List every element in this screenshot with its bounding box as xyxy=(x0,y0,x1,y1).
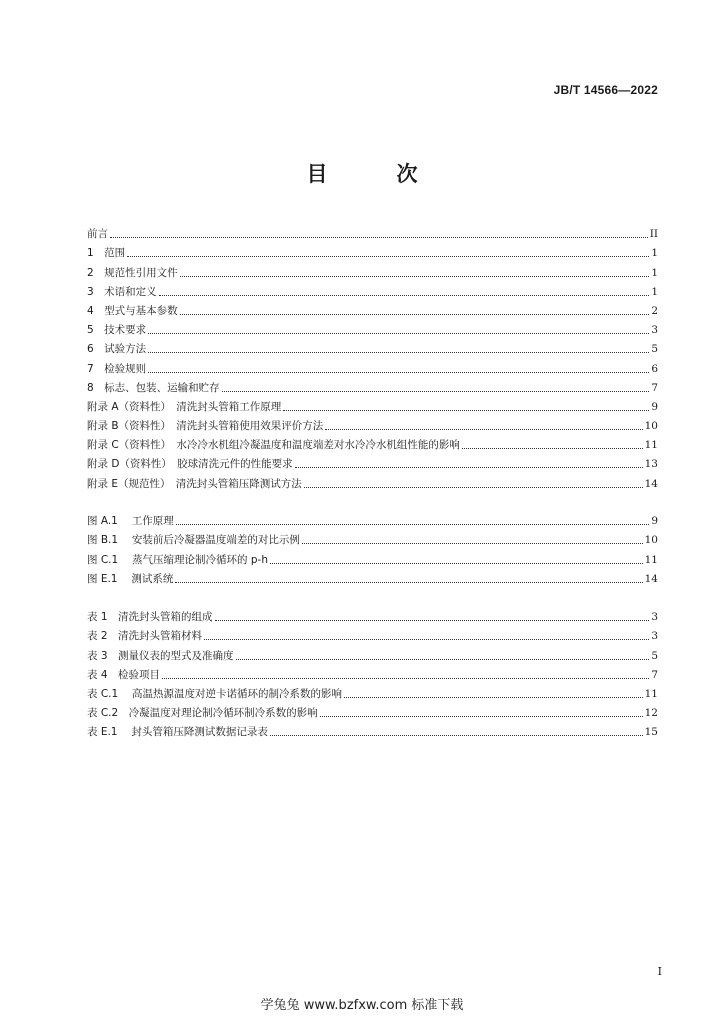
toc-entry-label: 7 检验规则 xyxy=(87,362,147,375)
toc-entry-label: 6 试验方法 xyxy=(87,343,147,356)
toc-leader-dots xyxy=(302,542,643,544)
toc-entry-label: 前言 xyxy=(87,228,108,241)
toc-leader-dots xyxy=(270,562,643,564)
toc-entry-label: 5 技术要求 xyxy=(87,324,147,337)
toc-entry-label: 表 C.1 高温热源温度对逆卡诺循环的制冷系数的影响 xyxy=(87,687,343,700)
toc-entry-page: 12 xyxy=(644,707,658,720)
toc-entry-page: 10 xyxy=(644,420,658,433)
toc-entry-page: 6 xyxy=(651,362,658,375)
toc-entry-label: 表 1 清洗封头管箱的组成 xyxy=(87,611,213,624)
toc-entry[interactable] xyxy=(87,528,658,547)
toc-entry-label: 附录 D（资料性） 胶球清洗元件的性能要求 xyxy=(87,458,293,471)
toc-leader-dots xyxy=(344,696,643,698)
toc-leader-dots xyxy=(176,523,650,525)
toc-entry-page: 1 xyxy=(651,266,658,279)
toc-entry[interactable] xyxy=(87,356,658,375)
toc-entry[interactable] xyxy=(87,452,658,471)
page-number: I xyxy=(657,965,662,978)
toc-entry-page: 11 xyxy=(644,439,658,452)
toc-entry[interactable] xyxy=(87,567,658,586)
toc-entry-label: 图 E.1 测试系统 xyxy=(87,572,174,585)
toc-entry-page: 11 xyxy=(644,553,658,566)
toc-entry-page: 14 xyxy=(644,477,658,490)
toc-entry-label: 图 B.1 安装前后冷凝器温度端差的对比示例 xyxy=(87,534,300,547)
toc-entry[interactable] xyxy=(87,605,658,624)
toc-entry-label: 表 E.1 封头管箱压降测试数据记录表 xyxy=(87,726,268,739)
toc-entry-page: 3 xyxy=(651,324,658,337)
toc-entry-page: 7 xyxy=(651,668,658,681)
toc-entry[interactable] xyxy=(87,376,658,395)
footer-watermark[interactable]: 学兔兔 www.bzfxw.com 标准下载 xyxy=(260,998,464,1013)
toc-entry-page: 7 xyxy=(651,381,658,394)
toc-entry[interactable] xyxy=(87,682,658,701)
toc-entry-page: 15 xyxy=(644,726,658,739)
toc-leader-dots xyxy=(270,734,643,736)
toc-entry-page: 3 xyxy=(651,630,658,643)
toc-entry[interactable] xyxy=(87,624,658,643)
toc-entry[interactable] xyxy=(87,222,658,241)
toc-entry[interactable] xyxy=(87,663,658,682)
toc-entry[interactable] xyxy=(87,318,658,337)
toc-leader-dots xyxy=(283,409,649,411)
toc-entry[interactable] xyxy=(87,720,658,739)
toc-leader-dots xyxy=(180,313,650,315)
toc-entry[interactable] xyxy=(87,395,658,414)
toc-main-section xyxy=(87,222,658,491)
toc-entry-page: 9 xyxy=(651,515,658,528)
toc-entry[interactable] xyxy=(87,414,658,433)
toc-leader-dots xyxy=(148,332,649,334)
toc-entry-page: 1 xyxy=(651,285,658,298)
toc-entry[interactable] xyxy=(87,337,658,356)
toc-leader-dots xyxy=(236,658,650,660)
toc-entry-label: 2 规范性引用文件 xyxy=(87,266,178,279)
toc-entry-page: 3 xyxy=(651,611,658,624)
toc-entry[interactable] xyxy=(87,241,658,260)
toc-entry[interactable] xyxy=(87,643,658,662)
toc-entry-page: 14 xyxy=(644,572,658,585)
toc-leader-dots xyxy=(148,351,649,353)
toc-entry-page: 10 xyxy=(644,534,658,547)
toc-entry[interactable] xyxy=(87,471,658,490)
toc-entry-page: 2 xyxy=(651,304,658,317)
toc-entry-page: 11 xyxy=(644,687,658,700)
toc-entry-label: 1 范围 xyxy=(87,247,126,260)
toc-leader-dots xyxy=(304,486,643,488)
toc-leader-dots xyxy=(222,390,650,392)
page-title: 目 次 xyxy=(306,162,442,186)
toc-leader-dots xyxy=(162,677,649,679)
toc-leader-dots xyxy=(320,715,643,717)
toc-entry-label: 附录 A（资料性） 清洗封头管箱工作原理 xyxy=(87,400,282,413)
toc-entry-page: 5 xyxy=(651,649,658,662)
standard-code: JB/T 14566—2022 xyxy=(553,83,658,97)
toc-entry[interactable] xyxy=(87,701,658,720)
toc-entry-page: 5 xyxy=(651,343,658,356)
toc-entry[interactable] xyxy=(87,260,658,279)
toc-entry-label: 表 2 清洗封头管箱材料 xyxy=(87,630,203,643)
toc-entry[interactable] xyxy=(87,509,658,528)
toc-entry[interactable] xyxy=(87,433,658,452)
toc-entry-label: 图 C.1 蒸气压缩理论制冷循环的 p-h xyxy=(87,553,268,566)
toc-entry-label: 3 术语和定义 xyxy=(87,285,157,298)
toc-leader-dots xyxy=(295,466,643,468)
toc-leader-dots xyxy=(110,236,648,238)
toc-leader-dots xyxy=(148,371,649,373)
toc-leader-dots xyxy=(462,447,643,449)
toc-leader-dots xyxy=(204,638,649,640)
toc-leader-dots xyxy=(175,581,642,583)
toc-entry-page: 9 xyxy=(651,400,658,413)
toc-entry-label: 表 C.2 冷凝温度对理论制冷循环制冷系数的影响 xyxy=(87,707,318,720)
toc-entry-label: 表 3 测量仪表的型式及准确度 xyxy=(87,649,234,662)
toc-leader-dots xyxy=(180,275,650,277)
toc-leader-dots xyxy=(215,619,650,621)
toc-tables-section xyxy=(87,605,658,739)
toc-entry-label: 4 型式与基本参数 xyxy=(87,304,178,317)
toc-entry-page: 13 xyxy=(644,458,658,471)
toc-leader-dots xyxy=(127,255,649,257)
toc-entry-label: 附录 E（规范性） 清洗封头管箱压降测试方法 xyxy=(87,477,302,490)
toc-entry-label: 表 4 检验项目 xyxy=(87,668,161,681)
toc-entry[interactable] xyxy=(87,547,658,566)
toc-entry[interactable] xyxy=(87,280,658,299)
toc-leader-dots xyxy=(159,294,650,296)
toc-entry-label: 图 A.1 工作原理 xyxy=(87,515,174,528)
toc-entry-page: II xyxy=(649,228,658,241)
toc-leader-dots xyxy=(325,428,642,430)
toc-figures-section xyxy=(87,509,658,586)
toc-entry-page: 1 xyxy=(651,247,658,260)
toc-entry-label: 附录 C（资料性） 水冷冷水机组冷凝温度和温度端差对水冷冷水机组性能的影响 xyxy=(87,439,460,452)
toc-entry[interactable] xyxy=(87,299,658,318)
toc-entry-label: 8 标志、包装、运输和贮存 xyxy=(87,381,220,394)
toc-entry-label: 附录 B（资料性） 清洗封头管箱使用效果评价方法 xyxy=(87,420,324,433)
